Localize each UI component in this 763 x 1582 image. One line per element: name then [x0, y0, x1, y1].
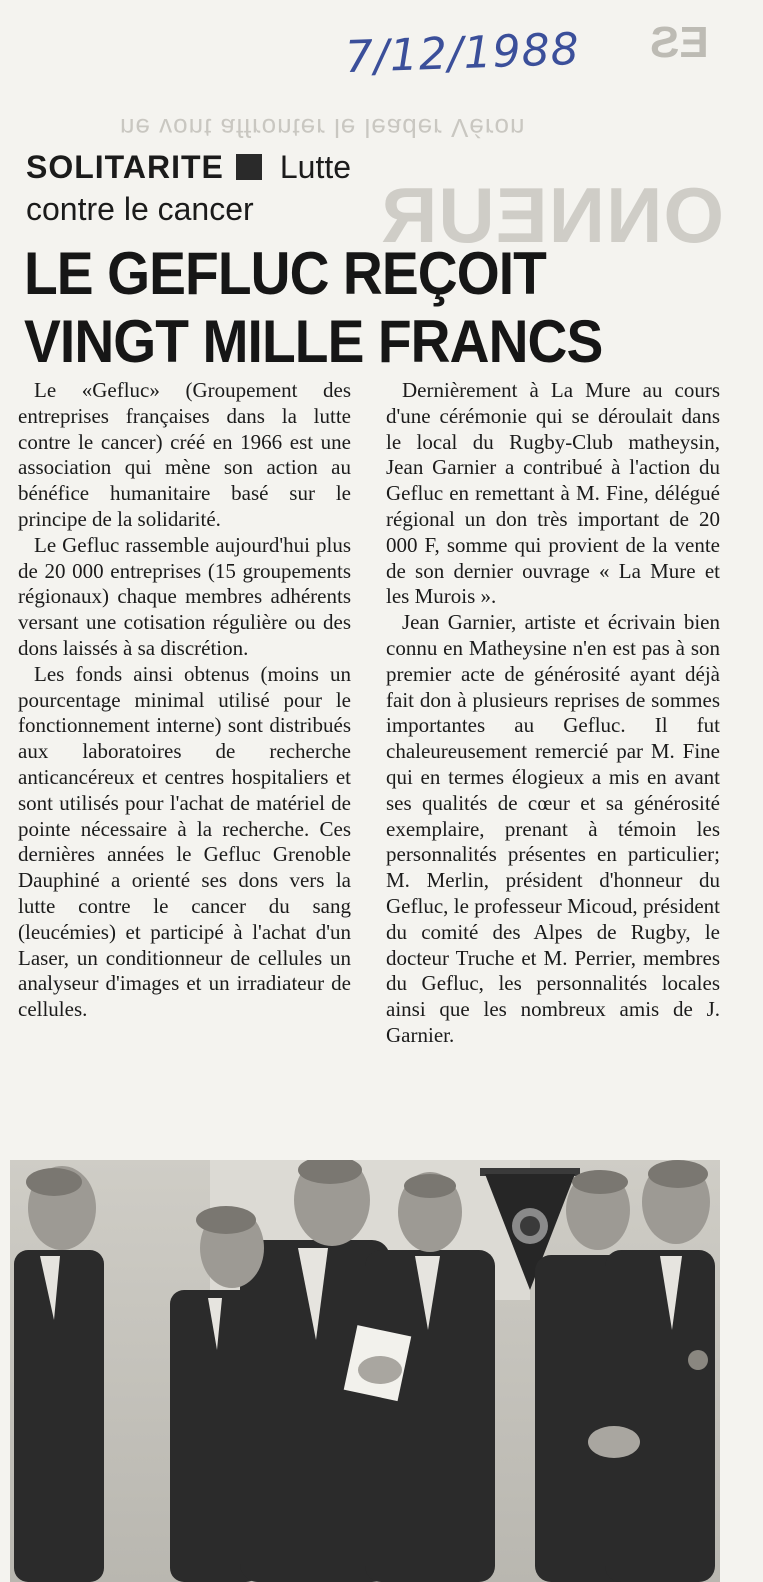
kicker-topic: Lutte	[279, 149, 352, 185]
article-paragraph: Le Gefluc rassemble aujourd'hui plus de 20 000 entreprises (15 groupements régionaux) chaque membres adhérents versant une cotisation régulière ou des dons laissés à sa discrétion.	[18, 532, 351, 660]
kicker-topic-continued: contre le cancer	[26, 191, 254, 227]
photo-illustration	[10, 1160, 720, 1582]
bleed-through-corner: ES	[650, 18, 709, 67]
article-column-left	[18, 378, 351, 1023]
headline-line-1: LE GEFLUC REÇOIT	[24, 240, 546, 307]
article-paragraph: Dernièrement à La Mure au cours d'une cérémonie qui se déroulait dans le local du Rugby-Club matheysin, Jean Garnier a contribué à l'action du Gefluc en remettant à M. Fine, délégué régional un don très important de 20 000 F, somme qui provient de la vente de son dernier ouvrage « La Mure et les Murois ».	[386, 378, 720, 609]
group-photo	[10, 1160, 720, 1582]
bleed-through-headline: ONNEUR	[380, 171, 725, 259]
article-paragraph: Jean Garnier, artiste et écrivain bien connu en Matheysine n'en est pas à son premier acte de générosité ayant déjà fait don à plusieurs reprises de sommes importantes au Gefluc. Il fut chaleureusement remercié par M. Fine qui en termes élogieux a mis en avant ses qualités de cœur et sa générosité exemplaire, prenant à témoin les personnalités présentes en particulier; M. Merlin, président d'honneur du Gefluc, le professeur Micoud, président du comité des Alpes de Rugby, le docteur Truche et M. Perrier, membres du Gefluc, les personnalités locales ainsi que les nombreux amis de J. Garnier.	[386, 610, 720, 1047]
handwritten-date: 7/12/1988	[344, 23, 581, 84]
article-column-right	[386, 378, 720, 1049]
kicker-line	[26, 148, 351, 186]
article-paragraph: Les fonds ainsi obtenus (moins un pourcentage minimal utilisé pour le fonctionnement interne) sont distribués aux laboratoires de recherche anticancéreux et centres hospitaliers et sont utilisés pour l'achat de matériel de pointe nécessaire à la recherche. Ces dernières années le Gefluc Grenoble Dauphiné a orienté ses dons vers la lutte contre le cancer du sang (leucémies) et participé à l'achat d'un Laser, un conditionneur de cellules un analyseur d'images et un irradiateur de cellules.	[18, 661, 351, 1022]
headline	[24, 240, 603, 376]
headline-line-2: VINGT MILLE FRANCS	[24, 308, 603, 375]
article-paragraph: Le «Gefluc» (Groupement des entreprises françaises dans la lutte contre le cancer) créé en 1966 est une association qui mène son action au bénéfice humanitaire basé sur le principe de la solidarité.	[18, 378, 351, 531]
rubric-label: SOLITARITE	[26, 149, 224, 185]
square-bullet-icon	[236, 154, 262, 180]
bleed-through-text: ne vont affronter le leader Véron	[120, 113, 526, 143]
